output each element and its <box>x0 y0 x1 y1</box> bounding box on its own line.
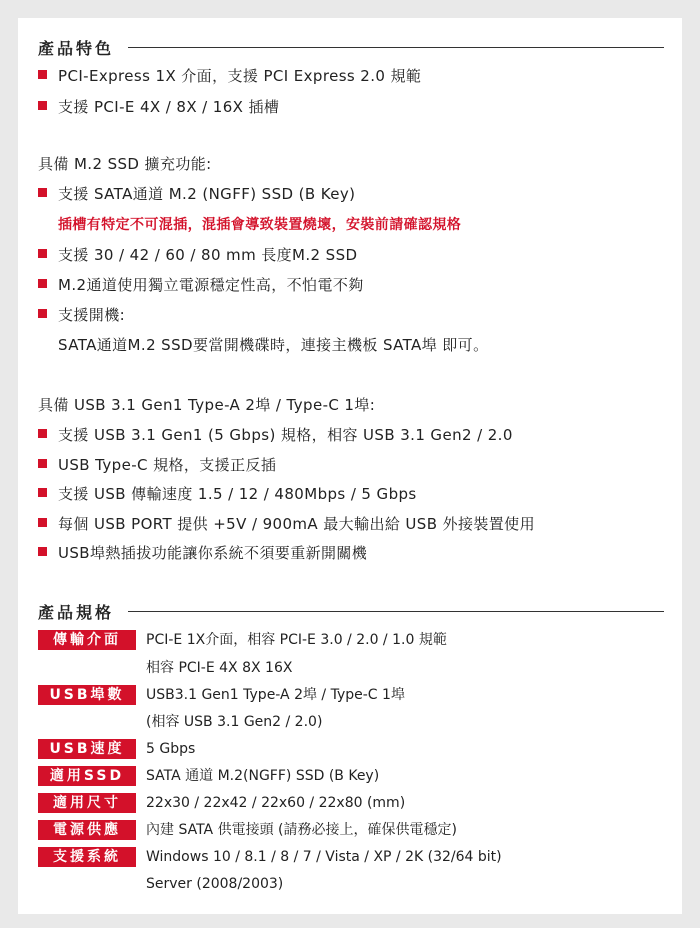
m2-warning: 插槽有特定不可混插，混插會導致裝置燒壞，安裝前請確認規格 <box>58 217 462 233</box>
feature-item <box>38 185 355 203</box>
feature-item <box>38 426 513 444</box>
feature-item <box>38 544 367 562</box>
bullet-icon <box>38 279 47 288</box>
spec-label-usb-speed: USB速度 <box>38 739 136 759</box>
spec-label-os: 支援系統 <box>38 847 136 867</box>
specs-section-title <box>38 600 664 623</box>
feature-item-text: PCI-Express 1X 介面，支援 PCI Express 2.0 規範 <box>58 67 422 85</box>
spec-value: 5 Gbps <box>146 741 196 757</box>
feature-item-text: M.2通道使用獨立電源穩定性高，不怕電不夠 <box>58 276 364 294</box>
bullet-icon <box>38 459 47 468</box>
m2-boot-note: SATA通道M.2 SSD要當開機碟時，連接主機板 SATA埠 即可。 <box>58 336 489 354</box>
feature-item <box>38 246 357 264</box>
bullet-icon <box>38 101 47 110</box>
bullet-icon <box>38 249 47 258</box>
feature-item-text: 支援 USB 3.1 Gen1 (5 Gbps) 規格，相容 USB 3.1 Gen2 / 2.0 <box>58 426 513 444</box>
spec-label-interface: 傳輸介面 <box>38 630 136 650</box>
feature-item <box>38 515 535 533</box>
spec-value: Windows 10 / 8.1 / 8 / 7 / Vista / XP / 2K (32/64 bit) <box>146 849 502 865</box>
title-divider <box>128 611 664 612</box>
spec-value: Server (2008/2003) <box>146 876 284 892</box>
bullet-icon <box>38 488 47 497</box>
feature-item <box>38 456 276 474</box>
product-info-card <box>18 18 682 914</box>
feature-item <box>38 67 421 85</box>
spec-label-size: 適用尺寸 <box>38 793 136 813</box>
feature-item-text: USB Type-C 規格，支援正反插 <box>58 456 277 474</box>
usb-heading: 具備 USB 3.1 Gen1 Type-A 2埠 / Type-C 1埠: <box>38 396 376 414</box>
feature-item <box>38 485 417 503</box>
feature-item-text: 支援 USB 傳輸速度 1.5 / 12 / 480Mbps / 5 Gbps <box>58 485 417 503</box>
title-divider <box>128 47 664 48</box>
bullet-icon <box>38 309 47 318</box>
spec-value: 相容 PCI-E 4X 8X 16X <box>146 660 293 676</box>
spec-value: PCI-E 1X介面，相容 PCI-E 3.0 / 2.0 / 1.0 規範 <box>146 632 447 648</box>
feature-item-text: 支援 30 / 42 / 60 / 80 mm 長度M.2 SSD <box>58 246 358 264</box>
feature-item <box>38 276 364 294</box>
spec-value: USB3.1 Gen1 Type-A 2埠 / Type-C 1埠 <box>146 687 405 703</box>
feature-item-text: 支援 SATA通道 M.2 (NGFF) SSD (B Key) <box>58 185 356 203</box>
spec-label-usb-ports: USB埠數 <box>38 685 136 705</box>
specs-title: 產品規格 <box>38 603 115 622</box>
spec-label-ssd: 適用SSD <box>38 766 136 786</box>
feature-item-text: 每個 USB PORT 提供 +5V / 900mA 最大輸出給 USB 外接裝置使用 <box>58 515 535 533</box>
spec-value: 22x30 / 22x42 / 22x60 / 22x80 (mm) <box>146 795 406 811</box>
bullet-icon <box>38 70 47 79</box>
feature-item-text: 支援 PCI-E 4X / 8X / 16X 插槽 <box>58 98 280 116</box>
bullet-icon <box>38 518 47 527</box>
spec-value: (相容 USB 3.1 Gen2 / 2.0) <box>146 714 323 730</box>
feature-item <box>38 98 279 116</box>
features-section-title <box>38 36 664 59</box>
bullet-icon <box>38 547 47 556</box>
feature-item-text: USB埠熱插拔功能讓你系統不須要重新開關機 <box>58 544 368 562</box>
bullet-icon <box>38 429 47 438</box>
spec-label-power: 電源供應 <box>38 820 136 840</box>
spec-value: 內建 SATA 供電接頭 (請務必接上，確保供電穩定) <box>146 822 457 838</box>
feature-item-text: 支援開機: <box>58 306 126 324</box>
features-title: 產品特色 <box>38 39 115 58</box>
spec-value: SATA 通道 M.2(NGFF) SSD (B Key) <box>146 768 380 784</box>
bullet-icon <box>38 188 47 197</box>
m2-heading: 具備 M.2 SSD 擴充功能: <box>38 155 212 173</box>
feature-item <box>38 306 125 324</box>
